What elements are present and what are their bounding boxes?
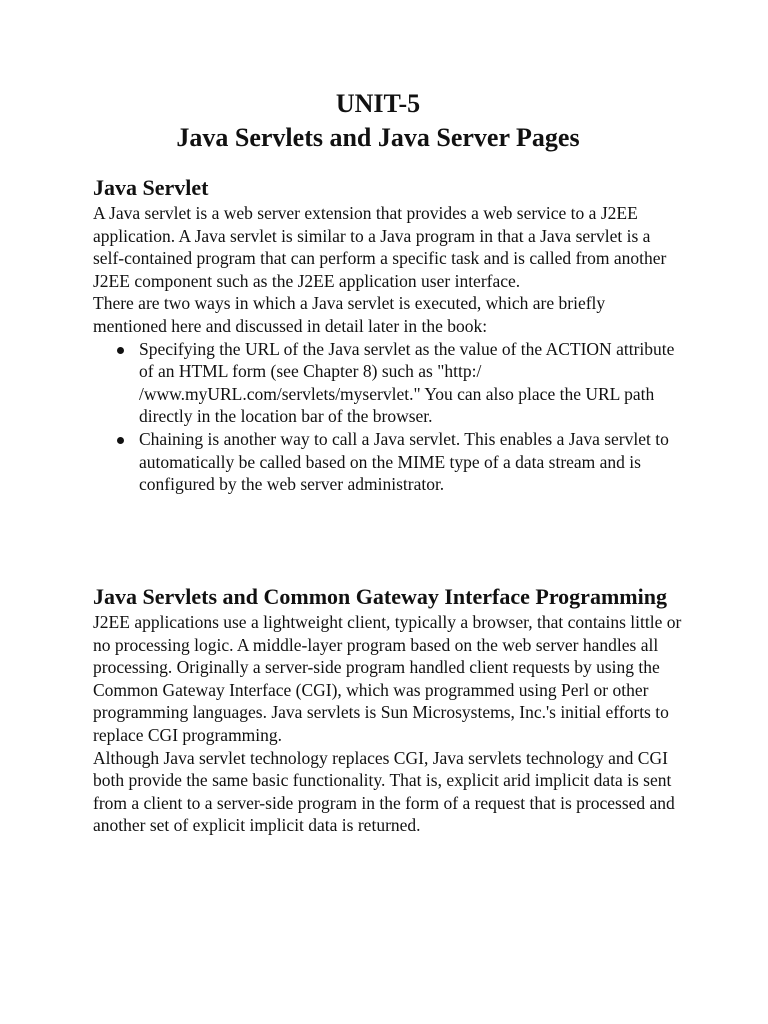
section-java-servlet [93, 175, 683, 496]
bullet-icon [117, 437, 124, 444]
section-heading: Java Servlets and Common Gateway Interface Programming [93, 584, 667, 609]
paragraph: Although Java servlet technology replaces CGI, Java servlets technology and CGI both provide the same basic functionality. That is, explicit arid implicit data is sent from a client to a server-side program in the form of a request that is processed and another set of explicit implicit data is returned. [93, 747, 675, 836]
paragraph: J2EE applications use a lightweight client, typically a browser, that contains little or no processing logic. A middle-layer program based on the web server handles all processing. Originally a server-side program handled client requests by using the Common Gateway Interface (CGI), which was programmed using Perl or other programming languages. Java servlets is Sun Microsystems, Inc.'s initial efforts to replace CGI programming. [93, 612, 682, 745]
bullet-text: Specifying the URL of the Java servlet as the value of the ACTION attribute of an HTML form (see Chapter 8) such as "http:/ /www.myURL.com/servlets/myservlet." You can also place the URL path directly in the location bar of the browser. [139, 338, 675, 427]
unit-title: UNIT-5 [335, 89, 421, 118]
paragraph: A Java servlet is a web server extension that provides a web service to a J2EE application. A Java servlet is similar to a Java program in that a Java servlet is a self-contained program that can perform a specific task and is called from another J2EE component such as the J2EE application user interface. [93, 203, 667, 291]
bullet-item [93, 428, 683, 496]
paragraph: There are two ways in which a Java servlet is executed, which are briefly mentioned here and discussed in detail later in the book: [93, 293, 606, 336]
section-heading: Java Servlet [93, 175, 209, 200]
bullet-text: Chaining is another way to call a Java servlet. This enables a Java servlet to automatically be called based on the MIME type of a data stream and is configured by the web server administrator. [139, 428, 669, 495]
bullet-item [93, 338, 683, 428]
document-title: Java Servlets and Java Server Pages [176, 123, 580, 152]
bullet-list [93, 338, 683, 496]
bullet-icon [117, 347, 124, 354]
section-servlets-cgi [93, 584, 683, 837]
